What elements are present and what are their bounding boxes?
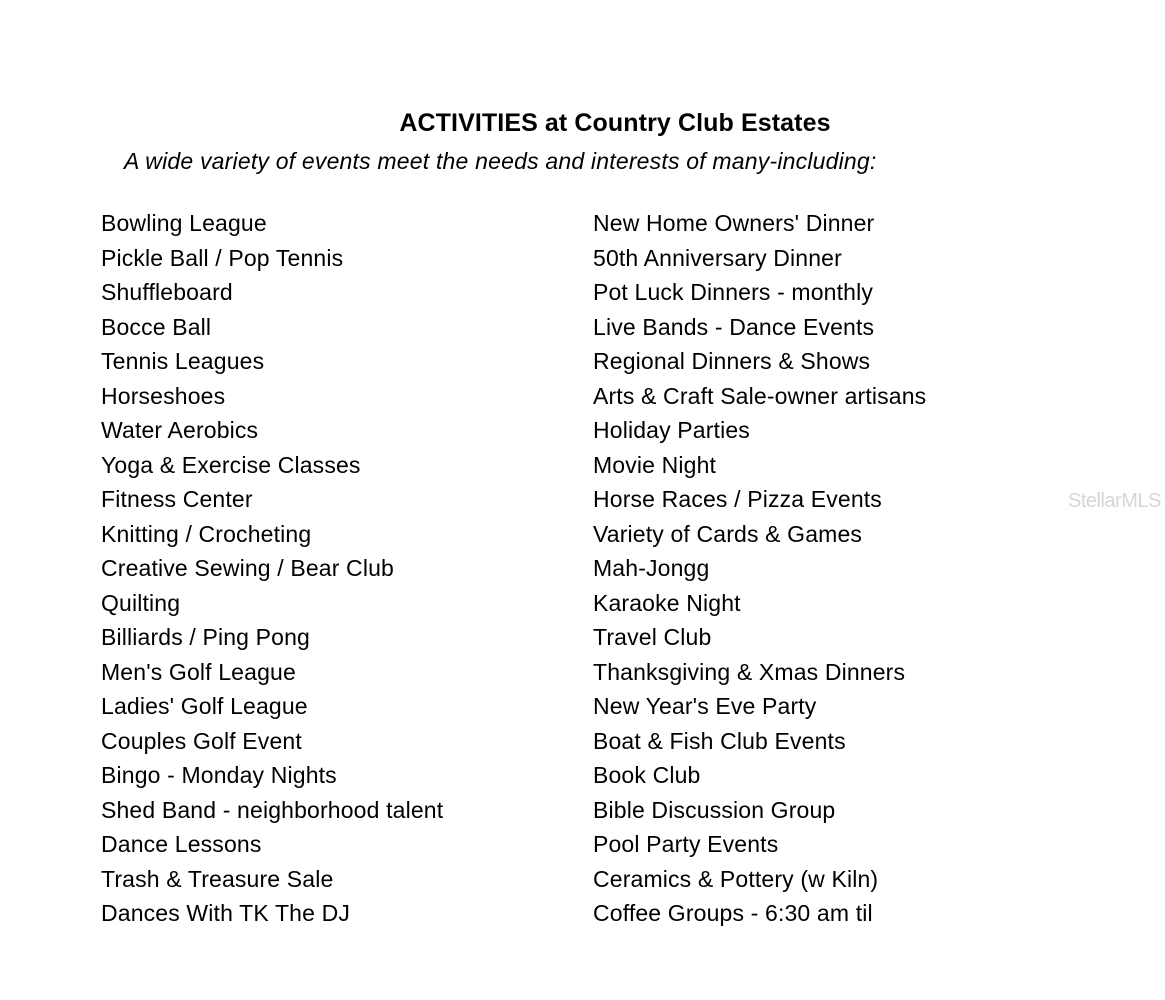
page-title: ACTIVITIES at Country Club Estates [399,109,831,137]
list-item: Arts & Craft Sale-owner artisans [593,382,927,409]
list-item: Bowling League [101,210,267,236]
list-item: Men's Golf League [101,658,296,685]
list-item: Pickle Ball / Pop Tennis [101,244,344,271]
list-item: Water Aerobics [101,417,259,443]
list-item: Yoga & Exercise Classes [101,451,361,478]
list-item: Ladies' Golf League [101,693,308,719]
list-item: Movie Night [593,451,717,478]
list-item: Horseshoes [101,382,226,409]
list-item: Live Bands - Dance Events [593,313,875,340]
list-item: Boat & Fish Club Events [593,727,846,754]
list-item: New Home Owners' Dinner [593,210,875,236]
list-item: Couples Golf Event [101,727,302,754]
list-item: Coffee Groups - 6:30 am til [593,900,873,926]
list-item: Variety of Cards & Games [593,520,863,547]
list-item: Ceramics & Pottery (w Kiln) [593,865,879,892]
list-item: Bible Discussion Group [593,796,836,823]
list-item: Creative Sewing / Bear Club [101,555,394,581]
list-item: Travel Club [593,624,712,650]
list-item: Knitting / Crocheting [101,520,312,547]
list-item: Thanksgiving & Xmas Dinners [593,658,906,685]
list-item: Horse Races / Pizza Events [593,486,882,512]
list-item: Dance Lessons [101,831,262,857]
list-item: Pot Luck Dinners - monthly [593,279,874,305]
list-item: Book Club [593,762,701,788]
list-item: Regional Dinners & Shows [593,348,871,374]
list-item: New Year's Eve Party [593,693,817,719]
activities-list-left [101,206,443,931]
list-item: Quilting [101,589,181,616]
list-item: Shed Band - neighborhood talent [101,796,444,823]
page-subtitle: A wide variety of events meet the needs and interests of many-including: [124,148,877,174]
list-item: Billiards / Ping Pong [101,624,310,650]
list-item: Trash & Treasure Sale [101,865,334,892]
list-item: Dances With TK The DJ [101,900,350,926]
watermark-logo: StellarMLS [1068,490,1161,512]
activities-list-right [593,206,926,931]
list-item: Bocce Ball [101,313,212,340]
list-item: Bingo - Monday Nights [101,762,337,788]
list-item: Shuffleboard [101,279,233,305]
list-item: Fitness Center [101,486,253,512]
list-item: Tennis Leagues [101,348,265,374]
list-item: Karaoke Night [593,589,741,616]
list-item: Pool Party Events [593,831,779,857]
list-item: 50th Anniversary Dinner [593,244,842,271]
list-item: Holiday Parties [593,417,750,443]
list-item: Mah-Jongg [593,555,710,581]
